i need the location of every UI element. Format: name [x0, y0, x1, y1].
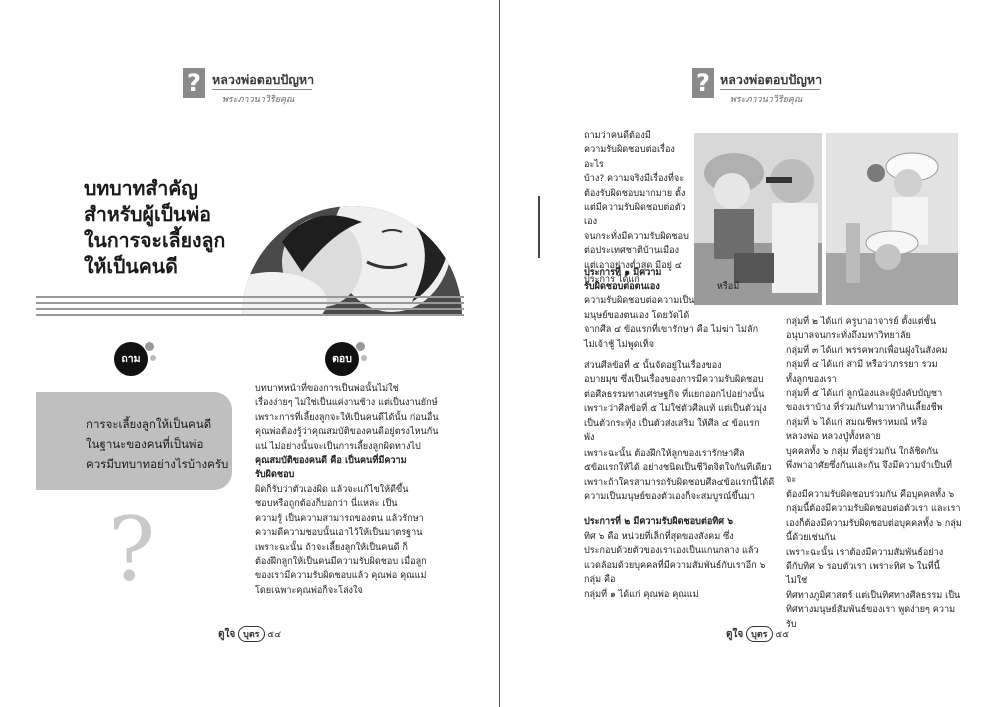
column-rule	[212, 89, 312, 90]
question-mark-icon: ?	[692, 68, 714, 98]
page-footer	[726, 626, 789, 642]
badge-dot	[356, 342, 365, 351]
badge-dot	[361, 355, 367, 361]
right-page	[500, 0, 1000, 707]
photo-children-with-hats	[826, 133, 958, 305]
section-2-paragraph: ทิศ ๖ คือ หน่วยที่เล็กที่สุดของสังคม ซึ่ง ประกอบด้วยตัวของเราเองเป็นแกนกลาง แล้ว แวดล้อมด้วยบุคคลที่มีความสัมพันธ์กับเราอีก ๖ กลุ่ม คือ กลุ่มที่ ๑ ได้แก่ คุณพ่อ คุณแม่	[584, 532, 766, 600]
footer-logo: ตูใจ	[726, 629, 744, 640]
badge-dot	[150, 355, 156, 361]
answer-badge: ตอบ	[325, 342, 359, 376]
question-mark-icon: ?	[183, 68, 205, 98]
page-number: ๕๕	[775, 630, 790, 640]
big-question-mark-icon: ?	[108, 498, 156, 601]
article-headline: บทบาทสำคัญ สำหรับผู้เป็นพ่อ ในการจะเลี้ยงลูก ให้เป็นคนดี	[84, 177, 226, 278]
paragraph-therefore: เพราะฉะนั้น ต้องฝึกให้ลูกของเรารักษาศีล ๕ข้อแรกให้ได้ อย่างชนิดเป็นชีวิตจิตใจกันทีเดียว เพราะถ้าใครสามารถรับผิดชอบศีล๔ข้อแรกนี้ได้ดี ความเป็นมนุษย์ของตัวเองก็จะสมบูรณ์ขึ้นมา	[584, 449, 775, 503]
answer-heading: คุณสมบัติของคนดี คือ เป็นคนที่มีความ รับผิดชอบ	[255, 456, 407, 481]
column-author: พระภาวนาวิริยคุณ	[730, 95, 803, 105]
column-title: หลวงพ่อตอบปัญหา	[720, 72, 823, 87]
answer-paragraph-2: ผิดก็รับว่าตัวเองผิด แล้วจะแก้ไขให้ดีขึ้น ชอบหรือถูกต้องก็บอกว่า นี่แหละ เป็น ความรู้ เป็นความสามารถของตน แล้วรักษา ความดีความชอบนั้นเอาไว้ให้เป็นมาตรฐาน เพราะฉะนั้น ถ้าจะเลี้ยงลูกให้เป็นคนดี ก็ ต้องฝึกลูกให้เป็นคนมีความรับผิดชอบ เมื่อลูก ของเรามีความรับผิดชอบแล้ว คุณพ่อ คุณแม่ โดยเฉพาะคุณพ่อก็จะโล่งใจ	[255, 485, 427, 596]
footer-oval-logo: บุตร	[238, 626, 264, 642]
page-number: ๕๔	[267, 630, 282, 640]
column-title: หลวงพ่อตอบปัญหา	[212, 72, 315, 87]
question-text: การจะเลี้ยงลูกให้เป็นคนดี ในฐานะของคนที่เป็นพ่อ ควรมีบทบาทอย่างไรบ้างครับ	[86, 417, 229, 471]
section-1-paragraph: หรือมี ความรับผิดชอบต่อความเป็น มนุษย์ของตนเอง โดยวัดได้ จากศีล ๔ ข้อแรกที่เขารักษา คือ ไม่ฆ่า ไม่ลัก ไม่เจ้าชู้ ไม่พูดเท็จ	[584, 282, 759, 350]
badge-dot	[145, 342, 154, 351]
intro-paragraph: ถามว่าคนดีต้องมี ความรับผิดชอบต่อเรื่องอะไร บ้าง? ความจริงมีเรื่องที่จะ ต้องรับผิดชอบมากมาย ตั้ง แต่มีความรับผิดชอบต่อตัวเอง จนกระทั่งมีความรับผิดชอบ ต่อประเทศชาติบ้านเมือง แต่เอาอย่างต่ำสุด มีอยู่ ๔ ประการ ได้แก่	[584, 131, 689, 286]
column-rule	[720, 89, 820, 90]
page-footer	[218, 626, 281, 642]
footer-oval-logo: บุตร	[746, 626, 772, 642]
section-heading-2: ประการที่ ๒ มีความรับผิดชอบต่อทิศ ๖	[584, 517, 734, 527]
paragraph-precept-5: ส่วนศีลข้อที่ ๕ นั้นจัดอยู่ในเรื่องของ อบายมุข ซึ่งเป็นเรื่องของการมีความรับผิดชอบ ต่อศีลธรรมทางเศรษฐกิจ ที่แยกออกไปอย่างนั้น เพราะว่าศีลข้อที่ ๕ ไม่ใช่ตัวศีลแท้ แต่เป็นตัวมุ่ง เป็นตัวกระทุ้ง เป็นตัวส่งเสริม ให้ศีล ๔ ข้อแรก พัง	[584, 361, 767, 444]
right-column-text: กลุ่มที่ ๒ ได้แก่ ครูบาอาจารย์ ตั้งแต่ชั้น อนุบาลจนกระทั่งถึงมหาวิทยาลัย กลุ่มที่ ๓ ได้แก่ พรรคพวกเพื่อนฝูงในสังคม กลุ่มที่ ๔ ได้แก่ สามี หรือว่าภรรยา รวม ทั้งลูกของเรา กลุ่มที่ ๕ ได้แก่ ลูกน้องและผู้บังคับบัญชา ของเราบ้าง ที่ร่วมกันทำมาหากินเลี้ยงชีพ กลุ่มที่ ๖ ได้แก่ สมณชีพราหมณ์ หรือ หลวงพ่อ หลวงปู่ทั้งหลาย บุคคลทั้ง ๖ กลุ่ม ที่อยู่ร่วมกัน ใกล้ชิดกัน พึ่งพาอาศัยซึ่งกันและกัน จึงมีความจำเป็นที่จะ ต้องมีความรับผิดชอบร่วมกัน คือบุคคลทั้ง ๖ กลุ่มนี้ต้องมีความรับผิดชอบต่อตัวเรา และเรา เองก็ต้องมีความรับผิดชอบต่อบุคคลทั้ง ๖ กลุ่ม นี้ด้วยเช่นกัน เพราะฉะนั้น เราต้องมีความสัมพันธ์อย่าง ดีกับทิศ ๖ รอบตัวเรา เพราะทิศ ๖ ในที่นี้ ไม่ใช่ ทิศทางภูมิศาสตร์ แต่เป็นทิศทางศีลธรรม เป็น ทิศทางมนุษย์สัมพันธ์ของเรา พูดง่ายๆ ความรับ	[786, 317, 962, 630]
ask-badge: ถาม	[114, 342, 148, 376]
margin-bar	[538, 196, 540, 258]
column-author: พระภาวนาวิริยคุณ	[222, 95, 295, 105]
question-panel	[36, 392, 232, 490]
decorative-stripes	[36, 294, 464, 320]
footer-logo: ตูใจ	[218, 629, 236, 640]
section-heading-1: ประการที่ ๑ มีความ รับผิดชอบต่อตนเอง	[584, 268, 662, 293]
illustration-image	[242, 152, 462, 316]
answer-paragraph-1: บทบาทหน้าที่ของการเป็นพ่อนั้นไม่ใช่ เรื่องง่ายๆ ไม่ใช่เป็นแค่งานช้าง แต่เป็นงานยักษ์ เพราะการที่เลี้ยงลูกจะให้เป็นคนดีได้นั้น ก่อนอื่น คุณพ่อต้องรู้ว่าคุณสมบัติของคนดีอยู่ตรงไหนกัน แน่ ไม่อย่างนั้นจะเป็นการเลี้ยงลูกผิดทางไป	[255, 384, 439, 452]
